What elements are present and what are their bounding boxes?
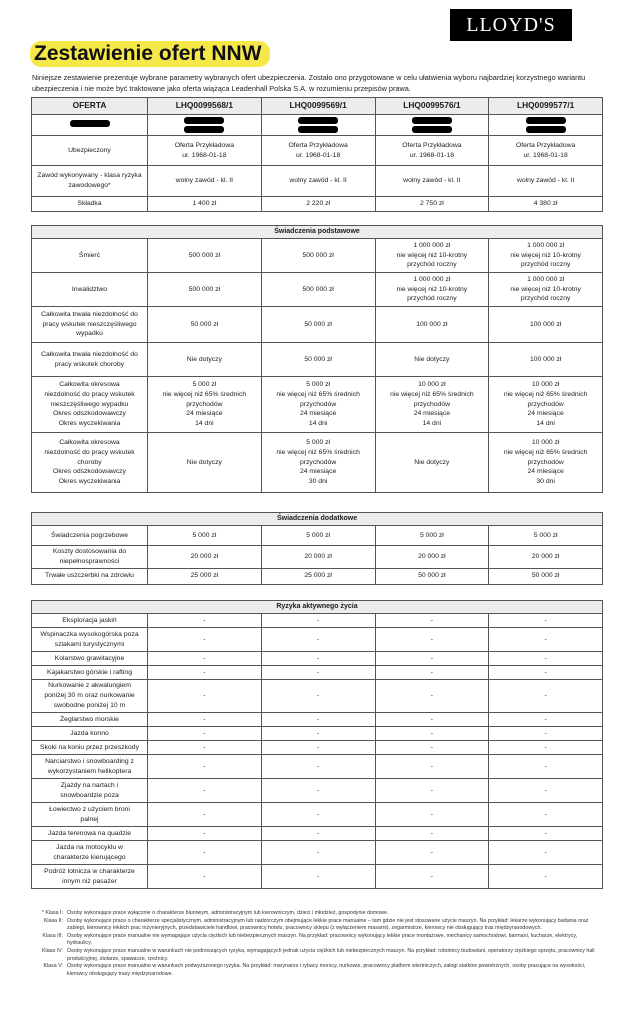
offer-number: LHQ0099568/1 xyxy=(148,98,262,115)
table-row xyxy=(32,713,603,727)
value-cell: - xyxy=(261,827,375,841)
table-row xyxy=(32,307,603,343)
table-row xyxy=(32,841,603,865)
insured-cell: Oferta Przykładowa ur. 1968-01-18 xyxy=(375,136,489,166)
row-label: Inwalidztwo xyxy=(32,273,148,307)
table-row xyxy=(32,755,603,779)
row-label: Jazda konno xyxy=(32,727,148,741)
value-cell: - xyxy=(489,614,603,628)
row-label: Kajakarstwo górskie i rafting xyxy=(32,666,148,680)
value-cell: - xyxy=(489,755,603,779)
table-row xyxy=(32,865,603,889)
insured-cell: Oferta Przykładowa ur. 1968-01-18 xyxy=(489,136,603,166)
value-cell: - xyxy=(261,741,375,755)
value-cell: Nie dotyczy xyxy=(148,343,262,377)
footnote-row xyxy=(33,918,603,933)
value-cell: - xyxy=(375,680,489,713)
row-label: Zjazdy na nartach i snowboardzie poza xyxy=(32,779,148,803)
table-row xyxy=(32,377,603,433)
footnote-key: Klasa II: xyxy=(43,917,63,924)
value-cell: - xyxy=(375,727,489,741)
insured-cell: Oferta Przykładowa ur. 1968-01-18 xyxy=(148,136,262,166)
row-label: Śmierć xyxy=(32,239,148,273)
footnotes xyxy=(33,910,603,978)
redaction-bar xyxy=(70,120,110,127)
row-label: Ubezpieczony xyxy=(32,136,148,166)
row-label: Koszty dostosowania do niepełnosprawności xyxy=(32,546,148,569)
value-cell: Nie dotyczy xyxy=(375,343,489,377)
occupation-cell: wolny zawód - kl. II xyxy=(375,166,489,197)
lloyds-logo: LLOYD'S xyxy=(450,9,572,41)
value-cell: 1 000 000 zł nie więcej niż 10-krotny przychód roczny xyxy=(489,273,603,307)
value-cell: - xyxy=(148,628,262,652)
value-cell: - xyxy=(375,827,489,841)
value-cell: 500 000 zł xyxy=(148,239,262,273)
footnote-text: Osoby wykonujące prace manualne w warunkach nie podnoszących ryzyka, wymagających jednak użycia ciężkich lub niebezpiecznych maszyn. Na przykład: robotnicy budowlani, operatorzy ciężkiego sprzętu, pracownicy hali produkcyjnej, stolarze, spawacze, rzeźnicy. xyxy=(67,947,595,962)
occupation-cell: wolny zawód - kl. II xyxy=(148,166,262,197)
value-cell: 50 000 zł xyxy=(261,307,375,343)
redaction-bar xyxy=(526,126,566,133)
occupation-cell: wolny zawód - kl. II xyxy=(489,166,603,197)
active-life-risks-table xyxy=(31,600,603,889)
value-cell: 1 000 000 zł nie więcej niż 10-krotny przychód roczny xyxy=(375,273,489,307)
row-label: Składka xyxy=(32,197,148,212)
table-row xyxy=(32,741,603,755)
value-cell: - xyxy=(375,841,489,865)
footnote-row xyxy=(33,933,603,948)
value-cell: 25 000 zł xyxy=(148,568,262,584)
value-cell: 1 000 000 zł nie więcej niż 10-krotny przychód roczny xyxy=(375,239,489,273)
row-label: Kolarstwo grawitacyjne xyxy=(32,652,148,666)
value-cell: - xyxy=(489,803,603,827)
value-cell: - xyxy=(261,727,375,741)
value-cell: 20 000 zł xyxy=(375,546,489,569)
value-cell: 100 000 zł xyxy=(489,307,603,343)
row-label: Wspinaczka wysokogórska poza szlakami turystycznymi xyxy=(32,628,148,652)
value-cell: - xyxy=(261,680,375,713)
footnote-key: Klasa V: xyxy=(43,963,63,970)
value-cell: - xyxy=(148,614,262,628)
row-label: Świadczenia pogrzebowe xyxy=(32,526,148,546)
value-cell: - xyxy=(148,666,262,680)
redaction-bar xyxy=(184,117,224,124)
row-label: Skoki na koniu przez przeszkody xyxy=(32,741,148,755)
table-row xyxy=(32,827,603,841)
value-cell: - xyxy=(148,727,262,741)
value-cell: - xyxy=(489,713,603,727)
value-cell: 100 000 zł xyxy=(489,343,603,377)
value-cell: - xyxy=(375,779,489,803)
value-cell: - xyxy=(148,865,262,889)
offers-table xyxy=(31,97,603,212)
table-row xyxy=(32,803,603,827)
value-cell: - xyxy=(261,841,375,865)
redaction-bar xyxy=(298,117,338,124)
redacted-cell xyxy=(148,115,262,136)
value-cell: - xyxy=(489,628,603,652)
value-cell: Nie dotyczy xyxy=(375,433,489,493)
value-cell: 50 000 zł xyxy=(148,307,262,343)
value-cell: - xyxy=(261,865,375,889)
value-cell: - xyxy=(489,827,603,841)
row-label: Zawód wykonywany - klasa ryzyka zawodowego* xyxy=(32,166,148,197)
premium-cell: 1 400 zł xyxy=(148,197,262,212)
value-cell: - xyxy=(489,680,603,713)
value-cell: 100 000 zł xyxy=(375,307,489,343)
table-row xyxy=(32,614,603,628)
value-cell: - xyxy=(375,803,489,827)
offer-number: LHQ0099569/1 xyxy=(261,98,375,115)
redaction-bar xyxy=(412,117,452,124)
value-cell: - xyxy=(489,741,603,755)
value-cell: - xyxy=(148,827,262,841)
page-title: Zestawienie ofert NNW xyxy=(30,41,270,67)
value-cell: 5 000 zł xyxy=(148,526,262,546)
offer-number: LHQ0099576/1 xyxy=(375,98,489,115)
value-cell: 500 000 zł xyxy=(148,273,262,307)
section-title: Ryzyka aktywnego życia xyxy=(32,601,603,614)
table-row xyxy=(32,727,603,741)
page-title-wrap xyxy=(30,41,270,67)
row-label: Całkowita trwała niezdolność do pracy wskutek choroby xyxy=(32,343,148,377)
value-cell: - xyxy=(375,614,489,628)
redacted-cell xyxy=(375,115,489,136)
basic-benefits-table xyxy=(31,225,603,493)
value-cell: - xyxy=(489,652,603,666)
table-row xyxy=(32,239,603,273)
value-cell: 25 000 zł xyxy=(261,568,375,584)
value-cell: Nie dotyczy xyxy=(148,433,262,493)
value-cell: - xyxy=(261,755,375,779)
row-label: Nurkowanie z akwalungiem poniżej 30 m oraz nurkowanie swobodne poniżej 10 m xyxy=(32,680,148,713)
value-cell: 1 000 000 zł nie więcej niż 10-krotny przychód roczny xyxy=(489,239,603,273)
row-label: Żeglarstwo morskie xyxy=(32,713,148,727)
value-cell: - xyxy=(148,803,262,827)
table-row xyxy=(32,568,603,584)
value-cell: 500 000 zł xyxy=(261,239,375,273)
additional-benefits-table xyxy=(31,512,603,585)
footnote-key: * Klasa I: xyxy=(41,910,63,916)
value-cell: - xyxy=(375,628,489,652)
value-cell: 50 000 zł xyxy=(261,343,375,377)
value-cell: 500 000 zł xyxy=(261,273,375,307)
value-cell: 50 000 zł xyxy=(489,568,603,584)
offer-header-label: OFERTA xyxy=(32,98,148,115)
row-label: Narciarstwo i snowboarding z wykorzystaniem helikoptera xyxy=(32,755,148,779)
row-label: Jazda terenowa na quadzie xyxy=(32,827,148,841)
value-cell: 5 000 zł xyxy=(375,526,489,546)
redaction-bar xyxy=(526,117,566,124)
section-title: Świadczenia podstawowe xyxy=(32,226,603,239)
value-cell: 20 000 zł xyxy=(148,546,262,569)
table-row xyxy=(32,343,603,377)
offer-number: LHQ0099577/1 xyxy=(489,98,603,115)
table-row xyxy=(32,666,603,680)
table-row xyxy=(32,779,603,803)
value-cell: - xyxy=(375,652,489,666)
value-cell: - xyxy=(375,865,489,889)
premium-cell: 2 750 zł xyxy=(375,197,489,212)
value-cell: - xyxy=(375,713,489,727)
table-row xyxy=(32,680,603,713)
value-cell: - xyxy=(489,727,603,741)
redaction-bar xyxy=(298,126,338,133)
footnote-key: Klasa IV: xyxy=(41,947,63,954)
value-cell: - xyxy=(148,680,262,713)
table-row xyxy=(32,433,603,493)
value-cell: - xyxy=(375,755,489,779)
row-label: Podróż lotnicza w charakterze innym niż pasażer xyxy=(32,865,148,889)
value-cell: - xyxy=(261,803,375,827)
value-cell: - xyxy=(261,652,375,666)
footnote-text: Osoby wykonujące prace wyłącznie o charakterze biurowym, administracyjnym lub kierowniczym, dzieci i młodzież, gospodynie domowe. xyxy=(67,910,389,916)
value-cell: - xyxy=(261,666,375,680)
intro-text: Niniejsze zestawienie prezentuje wybrane parametry wybranych ofert ubezpieczenia. Zostało ono przygotowane w celu ułatwienia wyboru najbardziej korzystnego wariantu ubezpieczenia i nie może być traktowane jako oferta wiążąca Leadenhall Polska S.A. w rozumieniu przepisów prawa. xyxy=(32,73,586,93)
table-row xyxy=(32,652,603,666)
row-label: Eksploracja jaskiń xyxy=(32,614,148,628)
premium-cell: 4 380 zł xyxy=(489,197,603,212)
table-row xyxy=(32,526,603,546)
section-title: Świadczenia dodatkowe xyxy=(32,513,603,526)
redaction-bar xyxy=(412,126,452,133)
redacted-cell xyxy=(489,115,603,136)
value-cell: 5 000 zł xyxy=(261,526,375,546)
value-cell: 5 000 zł nie więcej niż 65% średnich przychodów 24 miesiące 30 dni xyxy=(261,433,375,493)
value-cell: - xyxy=(148,652,262,666)
value-cell: 5 000 zł nie więcej niż 65% średnich przychodów 24 miesiące 14 dni xyxy=(148,377,262,433)
footnote-text: Osoby wykonujące prace manualne nie wymagające użycia ciężkich lub niebezpiecznych maszyn. Na przykład: pracownicy wykonujący lekkie prace montażowe, mechanicy samochodowi, barmani, kucharze, elektrycy, hydraulicy. xyxy=(67,932,578,947)
value-cell: - xyxy=(489,779,603,803)
row-label: Całkowita okresowa niezdolność do pracy wskutek nieszczęśliwego wypadku Okres odszkodowawczy Okres wyczekiwania xyxy=(32,377,148,433)
value-cell: 20 000 zł xyxy=(489,546,603,569)
redaction-bar xyxy=(184,126,224,133)
value-cell: 10 000 zł nie więcej niż 65% średnich przychodów 24 miesiące 14 dni xyxy=(489,377,603,433)
value-cell: - xyxy=(375,666,489,680)
value-cell: 50 000 zł xyxy=(375,568,489,584)
value-cell: - xyxy=(489,666,603,680)
value-cell: - xyxy=(148,755,262,779)
row-label: Trwałe uszczerbki na zdrowiu xyxy=(32,568,148,584)
value-cell: - xyxy=(261,779,375,803)
footnote-key: Klasa III: xyxy=(42,932,63,939)
table-row xyxy=(32,546,603,569)
value-cell: - xyxy=(489,865,603,889)
premium-cell: 2 220 zł xyxy=(261,197,375,212)
row-label: Całkowita okresowa niezdolność do pracy wskutek choroby Okres odszkodowawczy Okres wyczekiwania xyxy=(32,433,148,493)
value-cell: - xyxy=(148,841,262,865)
row-label: Jazda na motocyklu w charakterze kierującego xyxy=(32,841,148,865)
value-cell: 10 000 zł nie więcej niż 65% średnich przychodów 24 miesiące 14 dni xyxy=(375,377,489,433)
redacted-cell xyxy=(32,115,148,136)
value-cell: - xyxy=(261,713,375,727)
value-cell: 20 000 zł xyxy=(261,546,375,569)
footnote-row xyxy=(33,963,603,978)
footnote-row xyxy=(33,910,603,918)
value-cell: - xyxy=(261,614,375,628)
value-cell: - xyxy=(375,741,489,755)
value-cell: - xyxy=(148,713,262,727)
occupation-cell: wolny zawód - kl. II xyxy=(261,166,375,197)
value-cell: - xyxy=(489,841,603,865)
redacted-cell xyxy=(261,115,375,136)
value-cell: - xyxy=(148,741,262,755)
value-cell: 5 000 zł nie więcej niż 65% średnich przychodów 24 miesiące 14 dni xyxy=(261,377,375,433)
value-cell: 10 000 zł nie więcej niż 65% średnich przychodów 24 miesiące 30 dni xyxy=(489,433,603,493)
table-row xyxy=(32,628,603,652)
value-cell: 5 000 zł xyxy=(489,526,603,546)
footnote-row xyxy=(33,948,603,963)
value-cell: - xyxy=(261,628,375,652)
footnote-text: Osoby wykonujące prace manualne w warunkach podwyższonego ryzyka. Na przykład: marynarze i rybacy morscy, nurkowie, pracownicy platform wiertniczych, załogi statków powietrznych, osoby pracujące na wysokości, kierowcy obsługujący trasy międzynarodowe. xyxy=(67,963,586,977)
table-row xyxy=(32,273,603,307)
insured-cell: Oferta Przykładowa ur. 1968-01-18 xyxy=(261,136,375,166)
value-cell: - xyxy=(148,779,262,803)
row-label: Łowiectwo z użyciem broni palnej xyxy=(32,803,148,827)
row-label: Całkowita trwała niezdolność do pracy wskutek nieszczęśliwego wypadku xyxy=(32,307,148,343)
footnote-text: Osoby wykonujące prace o charakterze specjalistycznym, administracyjnym lub nadzorczym obejmujące lekkie prace manualne – tam gdzie nie jest stosowane użycie maszyn. Na przykład: lekarze wykonujący badania oraz zabiegi, kierownicy lekkich prac inżynieryjnych, przedstawiciele handlowi, pracownicy hotelu, pracownicy sklepu (z wyłączeniem masarni), zegarmistrze, kierowcy nie obsługujący tras międzynarodowych. xyxy=(67,917,589,932)
